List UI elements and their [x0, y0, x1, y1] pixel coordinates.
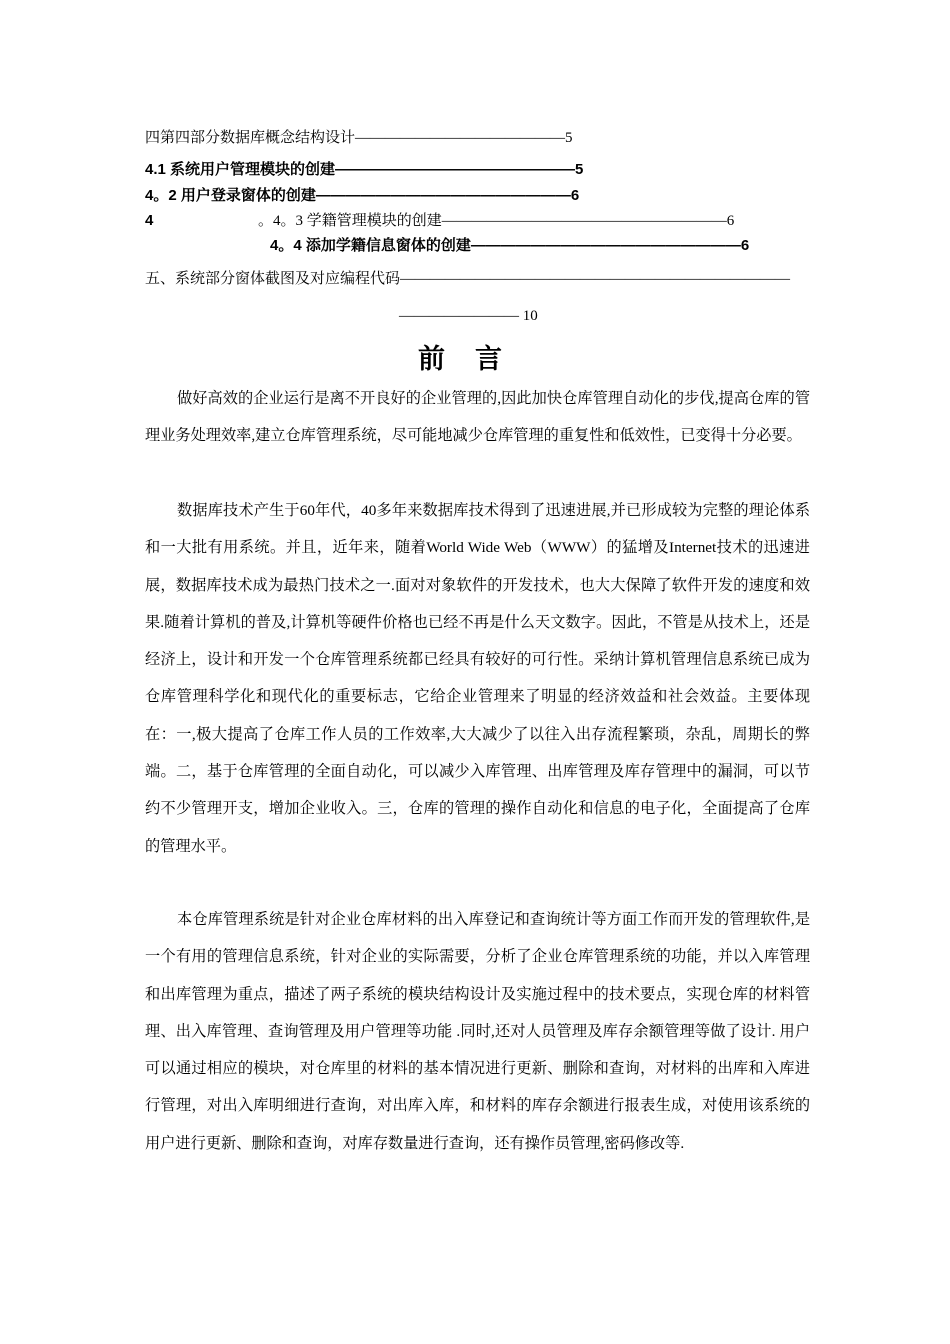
toc-entry-number: 4	[145, 212, 154, 229]
page-title: 前言	[418, 344, 532, 375]
toc-entry-part5-page: ———————— 10	[399, 308, 538, 324]
toc-entry-part5: 五、系统部分窗体截图及对应编程代码——————————————————————————	[145, 271, 791, 287]
paragraph-database-tech: 数据库技术产生于60年代，40多年来数据库技术得到了迅速进展,并已形成较为完整的理论体系和一大批有用系统。并且，近年来，随着World Wide Web（WWW）的猛增及Internet技术的迅速进展，数据库技术成为最热门技术之一.面对对象软件的开发技术，也大大保障了软件开发的速度和效果.随着计算机的普及,计算机等硬件价格也已经不再是什么天文数字。因此，不管是从技术上，还是经济上，设计和开发一个仓库管理系统都已经具有较好的可行性。采纳计算机管理信息系统已成为仓库管理科学化和现代化的重要标志，它给企业管理来了明显的经济效益和社会效益。主要体现在：一,极大提高了仓库工作人员的工作效率,大大减少了以往入出存流程繁琐，杂乱，周期长的弊端。二，基于仓库管理的全面自动化，可以减少入库管理、出库管理及库存管理中的漏洞，可以节约不少管理开支，增加企业收入。三，仓库的管理的操作自动化和信息的电子化，全面提高了仓库的管理水平。	[145, 502, 810, 855]
toc-entry-part4: 四第四部分数据库概念结构设计——————————————5	[145, 130, 573, 146]
toc-entry-4-1: 4.1 系统用户管理模块的创建————————————————5	[145, 161, 584, 178]
paragraph-system-overview: 本仓库管理系统是针对企业仓库材料的出入库登记和查询统计等方面工作而开发的管理软件,是一个有用的管理信息系统，针对企业的实际需要，分析了企业仓库管理系统的功能，并以入库管理和出库管理为重点，描述了两子系统的模块结构设计及实施过程中的技术要点，实现仓库的材料管理、出入库管理、查询管理及用户管理等功能 .同时,还对人员管理及库存余额管理等做了设计. 用户可以通过相应的模块，对仓库里的材料的基本情况进行更新、删除和查询，对材料的出库和入库进行管理，对出入库明细进行查询，对出库入库，和材料的库存余额进行报表生成，对使用该系统的用户进行更新、删除和查询，对库存数量进行查询，还有操作员管理,密码修改等.	[145, 911, 810, 1152]
toc-entry-4-2: 4。2 用户登录窗体的创建—————————————————6	[145, 187, 580, 204]
paragraph-intro: 做好高效的企业运行是离不开良好的企业管理的,因此加快仓库管理自动化的步伐,提高仓库的管理业务处理效率,建立仓库管理系统，尽可能地减少仓库管理的重复性和低效性，已变得十分必要。	[145, 390, 810, 445]
toc-entry-4-4: 4。4 添加学籍信息窗体的创建——————————————————6	[270, 237, 750, 254]
toc-entry-4-3: 。4。3 学籍管理模块的创建———————————————————6	[258, 213, 735, 229]
